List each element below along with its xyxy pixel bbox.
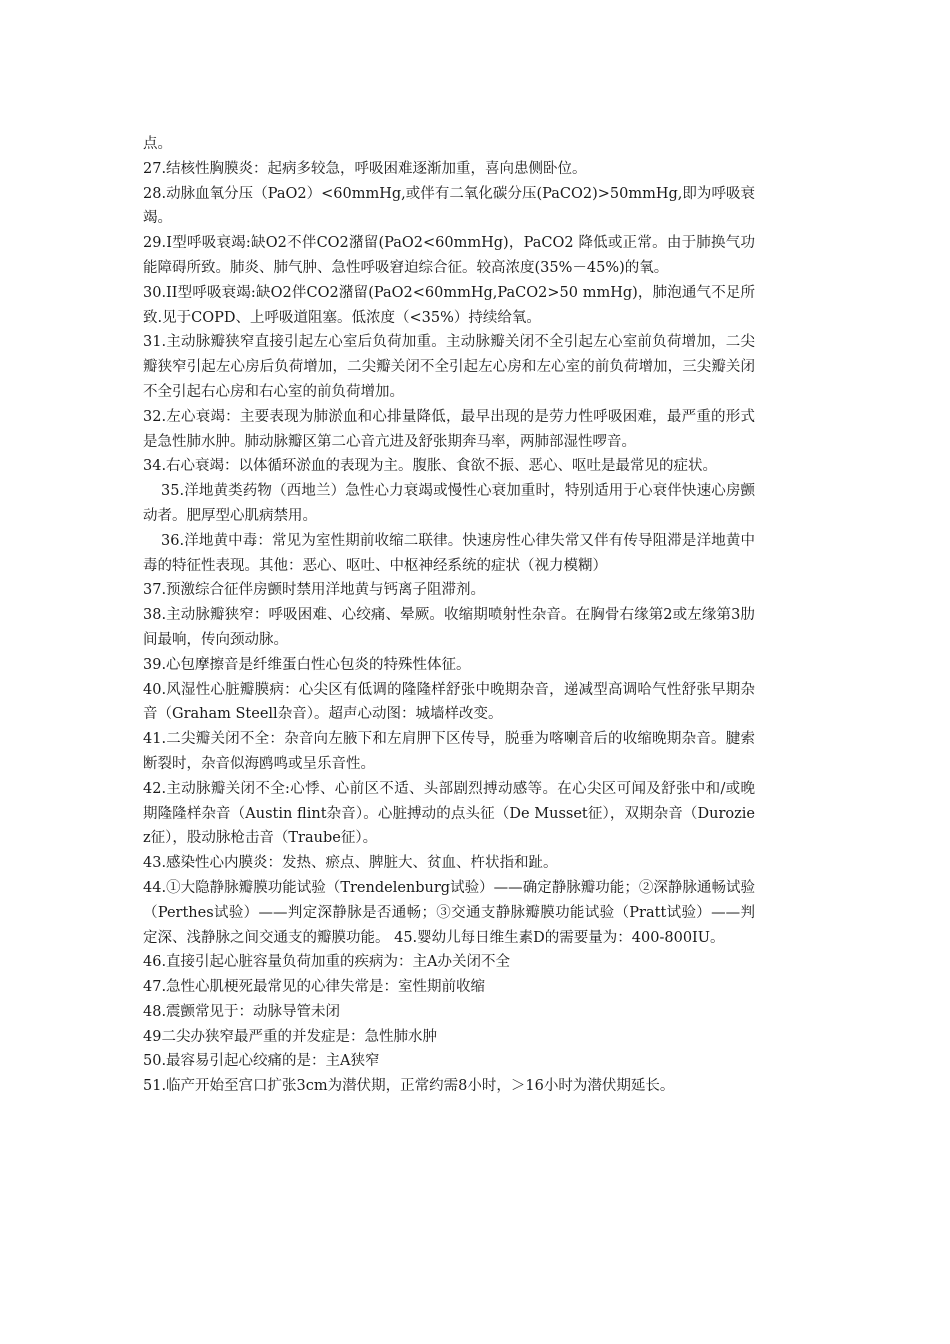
paragraph-37: 37.预激综合征伴房颤时禁用洋地黄与钙离子阻滞剂。 — [143, 582, 486, 599]
paragraph-38: 38.主动脉瓣狭窄：呼吸困难、心绞痛、晕厥。收缩期喷射性杂音。在胸骨右缘第2或左缘第3肋间最响，传向颈动脉。 — [143, 607, 755, 648]
paragraph-51: 51.临产开始至宫口扩张3cm为潜伏期，正常约需8小时，＞16小时为潜伏期延长。 — [143, 1078, 675, 1095]
paragraph-43: 43.感染性心内膜炎：发热、瘀点、脾脏大、贫血、杵状指和趾。 — [143, 855, 558, 872]
paragraph-39: 39.心包摩擦音是纤维蛋白性心包炎的特殊性体征。 — [143, 656, 471, 673]
paragraph-47: 47.急性心肌梗死最常见的心律失常是：室性期前收缩 — [143, 979, 486, 996]
paragraph-46: 46.直接引起心脏容量负荷加重的疾病为：主A办关闭不全 — [143, 954, 511, 971]
paragraph-30: 30.II型呼吸衰竭:缺O2伴CO2潴留(PaO2<60mmHg,PaCO2>50 mmHg)，肺泡通气不足所致.见于COPD、上呼吸道阻塞。低浓度（<35%）持续给氧。 — [143, 284, 755, 326]
paragraph-48: 48.震颤常见于：动脉导管未闭 — [143, 1003, 341, 1020]
paragraph-27: 27.结核性胸膜炎：起病多较急，呼吸困难逐渐加重，喜向患侧卧位。 — [143, 160, 587, 177]
document-body — [143, 132, 755, 1099]
paragraph-28: 28.动脉血氧分压（PaO2）<60mmHg,或伴有二氧化碳分压(PaCO2)>50mmHg,即为呼吸衰竭。 — [143, 185, 755, 227]
paragraph-31: 31.主动脉瓣狭窄直接引起左心室后负荷加重。主动脉瓣关闭不全引起左心室前负荷增加，二尖瓣狭窄引起左心房后负荷增加，二尖瓣关闭不全引起左心房和左心室的前负荷增加，三尖瓣关闭不全引起右心房和右心室的前负荷增加。 — [143, 334, 755, 400]
paragraph-49: 49二尖办狭窄最严重的并发症是：急性肺水肿 — [143, 1028, 437, 1045]
paragraph-50: 50.最容易引起心绞痛的是：主A狭窄 — [143, 1053, 380, 1070]
paragraph-continuation: 点。 — [143, 136, 172, 152]
paragraph-32: 32.左心衰竭：主要表现为肺淤血和心排量降低，最早出现的是劳力性呼吸困难，最严重的形式是急性肺水肿。肺动脉瓣区第二心音亢进及舒张期奔马率，两肺部湿性啰音。 — [143, 408, 755, 450]
paragraph-40: 40.风湿性心脏瓣膜病：心尖区有低调的隆隆样舒张中晚期杂音，递减型高调哈气性舒张早期杂音（Graham Steell杂音）。超声心动图：城墙样改变。 — [143, 681, 755, 723]
paragraph-35: 35.洋地黄类药物（西地兰）急性心力衰竭或慢性心衰加重时，特别适用于心衰伴快速心房颤动者。肥厚型心肌病禁用。 — [143, 483, 755, 524]
paragraph-42: 42.主动脉瓣关闭不全:心悸、心前区不适、头部剧烈搏动感等。在心尖区可闻及舒张中和/或晚期隆隆样杂音（Austin flint杂音）。心脏搏动的点头征（De Musset征），双期杂音（Duroziez征），股动脉枪击音（Traube征）。 — [143, 780, 755, 847]
paragraph-44-45: 44.①大隐静脉瓣膜功能试验（Trendelenburg试验）——确定静脉瓣功能；②深静脉通畅试验（Perthes试验）——判定深静脉是否通畅；③交通支静脉瓣膜功能试验（Pratt试验）——判定深、浅静脉之间交通支的瓣膜功能。 45.婴幼儿每日维生素D的需要量为：400-800IU。 — [143, 879, 755, 946]
paragraph-36: 36.洋地黄中毒：常见为室性期前收缩二联律。快速房性心律失常又伴有传导阻滞是洋地黄中毒的特征性表现。其他：恶心、呕吐、中枢神经系统的症状（视力模糊） — [143, 532, 755, 574]
paragraph-29: 29.Ⅰ型呼吸衰竭:缺O2不伴CO2潴留(PaO2<60mmHg)，PaCO2 降低或正常。由于肺换气功能障碍所致。肺炎、肺气肿、急性呼吸窘迫综合征。较高浓度(35%－45%)的氧。 — [143, 235, 755, 276]
paragraph-34: 34.右心衰竭：以体循环淤血的表现为主。腹胀、食欲不振、恶心、呕吐是最常见的症状。 — [143, 458, 718, 475]
paragraph-41: 41.二尖瓣关闭不全：杂音向左腋下和左肩胛下区传导，脱垂为喀喇音后的收缩晚期杂音。腱索断裂时，杂音似海鸥鸣或呈乐音性。 — [143, 731, 755, 772]
